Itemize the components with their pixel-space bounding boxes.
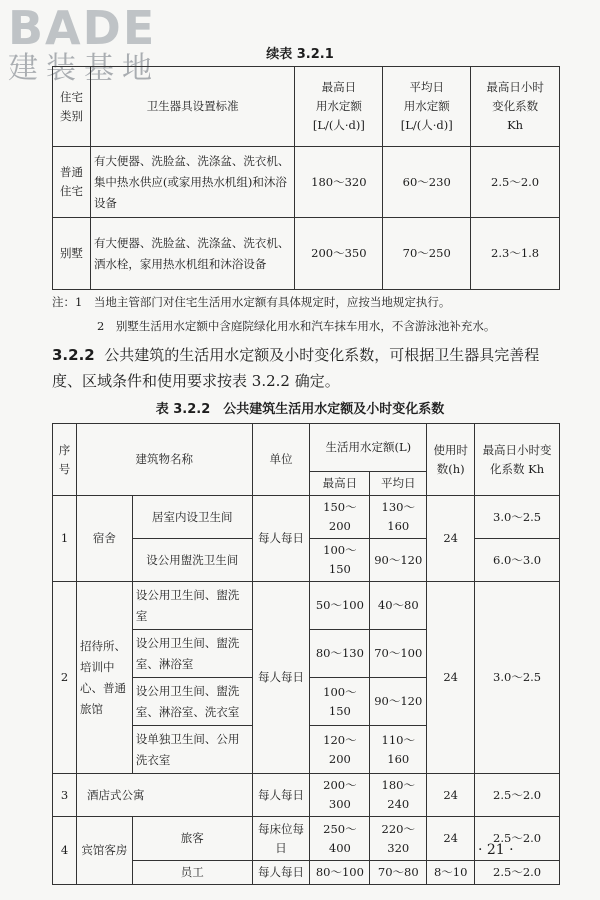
- cell-avg: 70～100: [370, 630, 427, 678]
- cell-hours: 24: [427, 774, 475, 817]
- cell-type: 普通住宅: [53, 147, 91, 218]
- cell-max: 150～200: [310, 496, 370, 539]
- cell-no: 3: [53, 774, 77, 817]
- table1-header-row: [53, 67, 560, 147]
- clause-number: 3.2.2: [52, 346, 95, 364]
- th-standard: 卫生器具设置标准: [90, 67, 295, 147]
- cell-sub: 设公用盥洗卫生间: [132, 539, 252, 582]
- clause-text: 公共建筑的生活用水定额及小时变化系数，可根据卫生器具完善程度、区域条件和使用要求按表 3.2.2 确定。: [52, 346, 540, 390]
- note-2: 2 别墅生活用水定额中含庭院绿化用水和汽车抹车用水，不含游泳池补充水。: [97, 319, 496, 333]
- table2-header-row: [53, 424, 560, 472]
- cell-avg: 220～320: [370, 817, 427, 861]
- cell-avg: 90～120: [370, 678, 427, 726]
- cell-kh: 2.5～2.0: [471, 147, 560, 218]
- cell-avg: 130～160: [370, 496, 427, 539]
- cell-hours: 8～10: [427, 861, 475, 885]
- table-row: [53, 218, 560, 290]
- cell-unit: 每床位每日: [252, 817, 310, 861]
- cell-sub: 居室内设卫生间: [132, 496, 252, 539]
- th-avg-l2: 用水定额: [403, 99, 450, 113]
- cell-avg: 90～120: [370, 539, 427, 582]
- cell-kh: 2.5～2.0: [475, 817, 560, 861]
- cell-max: 50～100: [310, 582, 370, 630]
- cell-max: 80～100: [310, 861, 370, 885]
- th-avg: [383, 67, 471, 147]
- cell-unit: 每人每日: [252, 861, 310, 885]
- cell-kh: 2.3～1.8: [471, 218, 560, 290]
- table1-caption: 续表 3.2.1: [266, 47, 334, 62]
- th-quota: 生活用水定额(L): [310, 424, 427, 472]
- cell-kh: 3.0～2.5: [475, 496, 560, 539]
- cell-sub: 设公用卫生间、盥洗室、淋浴室、洗衣室: [132, 678, 252, 726]
- cell-avg: 70～250: [383, 218, 471, 290]
- th-quota-avg: 平均日: [370, 472, 427, 496]
- page-number: · 21 ·: [478, 842, 514, 858]
- cell-max: 80～130: [310, 630, 370, 678]
- th-kh: 最高日小时变化系数 Kh: [475, 424, 560, 496]
- table-row: [53, 496, 560, 539]
- cell-no: 4: [53, 817, 77, 885]
- cell-max: 100～150: [310, 539, 370, 582]
- cell-kh: 2.5～2.0: [475, 774, 560, 817]
- table1: [52, 66, 560, 290]
- cell-name: 宿舍: [76, 496, 132, 582]
- cell-type: 别墅: [53, 218, 91, 290]
- cell-sub: 员工: [132, 861, 252, 885]
- note-1: 注：1 当地主管部门对住宅生活用水定额有具体规定时，应按当地规定执行。: [52, 295, 451, 309]
- table2-caption: 表 3.2.2 公共建筑生活用水定额及小时变化系数: [155, 402, 445, 417]
- cell-standard: 有大便器、洗脸盆、洗涤盆、洗衣机、洒水栓，家用热水机组和沐浴设备: [90, 218, 295, 290]
- cell-sub: 设公用卫生间、盥洗室: [132, 582, 252, 630]
- cell-unit: 每人每日: [252, 774, 310, 817]
- cell-name: 酒店式公寓: [76, 774, 252, 817]
- cell-avg: 40～80: [370, 582, 427, 630]
- cell-name: 宾馆客房: [76, 817, 132, 885]
- cell-hours: 24: [427, 817, 475, 861]
- cell-standard: 有大便器、洗脸盆、洗涤盆、洗衣机、集中热水供应(或家用热水机组)和沐浴设备: [90, 147, 295, 218]
- logo-subtext: 建装基地: [8, 51, 160, 86]
- cell-max: 200～300: [310, 774, 370, 817]
- cell-avg: 60～230: [383, 147, 471, 218]
- th-kh: [471, 67, 560, 147]
- th-avg-l1: 平均日: [409, 80, 444, 94]
- table-row: [53, 147, 560, 218]
- cell-avg: 70～80: [370, 861, 427, 885]
- th-kh-l2: 变化系数: [492, 99, 539, 113]
- cell-unit: 每人每日: [252, 496, 310, 582]
- cell-hours: 24: [427, 582, 475, 774]
- cell-hours: 24: [427, 496, 475, 582]
- cell-max: 200～350: [295, 218, 383, 290]
- cell-avg: 110～160: [370, 726, 427, 774]
- cell-sub: 设公用卫生间、盥洗室、淋浴室: [132, 630, 252, 678]
- cell-sub: 旅客: [132, 817, 252, 861]
- cell-avg: 180～240: [370, 774, 427, 817]
- cell-unit: 每人每日: [252, 582, 310, 774]
- table2: [52, 423, 560, 885]
- cell-max: 100～150: [310, 678, 370, 726]
- th-max: [295, 67, 383, 147]
- cell-max: 250～400: [310, 817, 370, 861]
- table-row: [53, 774, 560, 817]
- clause-paragraph: [52, 342, 560, 394]
- cell-sub: 设单独卫生间、公用洗衣室: [132, 726, 252, 774]
- th-name: 建筑物名称: [76, 424, 252, 496]
- logo-text: BADE: [8, 1, 157, 55]
- th-kh-l1: 最高日小时: [486, 80, 544, 94]
- cell-max: 180～320: [295, 147, 383, 218]
- th-max-l3: [L/(人·d)]: [312, 118, 365, 132]
- th-unit: 单位: [252, 424, 310, 496]
- cell-no: 2: [53, 582, 77, 774]
- cell-max: 120～200: [310, 726, 370, 774]
- th-quota-max: 最高日: [310, 472, 370, 496]
- cell-no: 1: [53, 496, 77, 582]
- table-row: [53, 582, 560, 630]
- th-avg-l3: [L/(人·d)]: [400, 118, 453, 132]
- th-max-l1: 最高日: [321, 80, 357, 94]
- th-hours: 使用时数(h): [427, 424, 475, 496]
- cell-kh: 3.0～2.5: [475, 582, 560, 774]
- cell-name: 招待所、培训中心、普通旅馆: [76, 582, 132, 774]
- cell-kh: 2.5～2.0: [475, 861, 560, 885]
- th-max-l2: 用水定额: [315, 99, 362, 113]
- th-type: 住宅类别: [53, 67, 91, 147]
- th-no: 序号: [53, 424, 77, 496]
- th-kh-l3: Kh: [507, 118, 524, 132]
- cell-kh: 6.0～3.0: [475, 539, 560, 582]
